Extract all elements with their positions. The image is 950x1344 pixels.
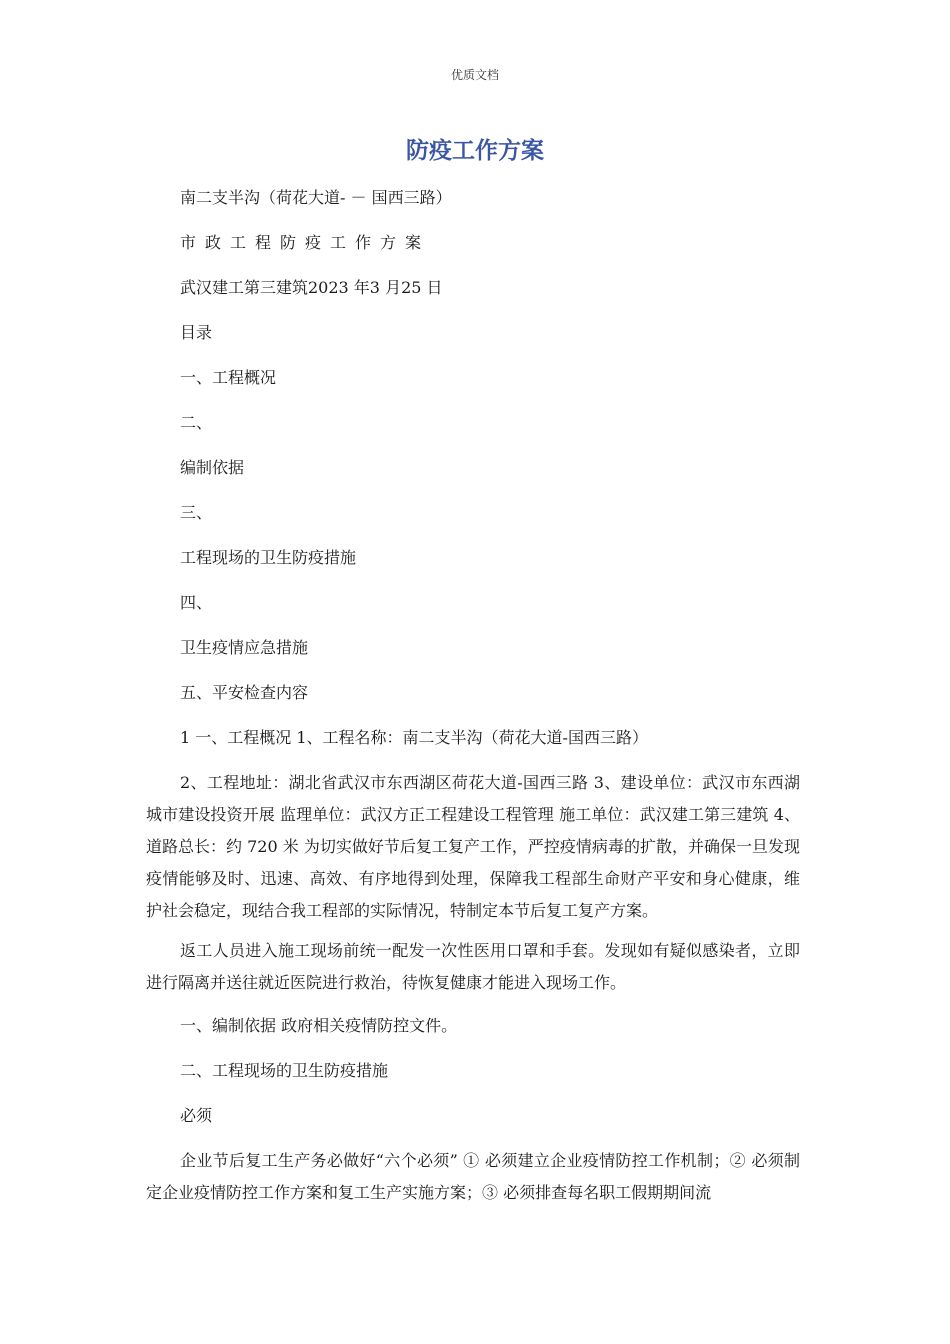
header-label: 优质文档 bbox=[450, 68, 499, 82]
project-name-line: 南二支半沟（荷花大道- － 国西三路） bbox=[180, 188, 452, 207]
toc-item-4-text: 卫生疫情应急措施 bbox=[180, 638, 309, 657]
toc-item-3-number: 三、 bbox=[180, 503, 213, 522]
returning-staff-paragraph: 返工人员进入施工现场前统一配发一次性医用口罩和手套。发现如有疑似感染者，立即进行隔离并送往就近医院进行救治，待恢复健康才能进入现场工作。 bbox=[146, 941, 800, 992]
toc-item-3-text: 工程现场的卫生防疫措施 bbox=[180, 548, 357, 567]
toc-item-2-text: 编制依据 bbox=[180, 458, 245, 477]
toc-item-4-number: 四、 bbox=[180, 593, 213, 612]
must-paragraph: 必须 bbox=[180, 1106, 213, 1125]
basis-paragraph: 一、编制依据 政府相关疫情防控文件。 bbox=[180, 1016, 458, 1035]
measures-heading-paragraph: 二、工程现场的卫生防疫措施 bbox=[180, 1061, 389, 1080]
toc-item-2-number: 二、 bbox=[180, 413, 213, 432]
author-date-line: 武汉建工第三建筑2023 年3 月25 日 bbox=[180, 278, 443, 297]
toc-item-1: 一、工程概况 bbox=[180, 368, 277, 387]
section-1-heading-line: 1 一、工程概况 1、工程名称：南二支半沟（荷花大道-国西三路） bbox=[180, 728, 648, 747]
document-title: 防疫工作方案 bbox=[406, 138, 544, 164]
plan-subtitle-line: 市政工程防疫工作方案 bbox=[180, 233, 431, 252]
project-details-paragraph: 2、工程地址：湖北省武汉市东西湖区荷花大道-国西三路 3、建设单位：武汉市东西湖城市建设投资开展 监理单位：武汉方正工程建设工程管理 施工单位：武汉建工第三建筑 4、道路总长：约 720 米 为切实做好节后复工复产工作，严控疫情病毒的扩散，并确保一旦发现疫情能够及时、迅速、高效、有序地得到处理，保障我工程部生命财产平安和身心健康，维护社会稳定，现结合我工程部的实际情况，特制定本节后复工复产方案。 bbox=[146, 773, 800, 920]
toc-item-5: 五、平安检查内容 bbox=[180, 683, 309, 702]
toc-heading: 目录 bbox=[180, 323, 213, 342]
six-musts-paragraph: 企业节后复工生产务必做好“六个必须” ① 必须建立企业疫情防控工作机制；② 必须制定企业疫情防控工作方案和复工生产实施方案；③ 必须排查每名职工假期期间流 bbox=[146, 1151, 800, 1202]
